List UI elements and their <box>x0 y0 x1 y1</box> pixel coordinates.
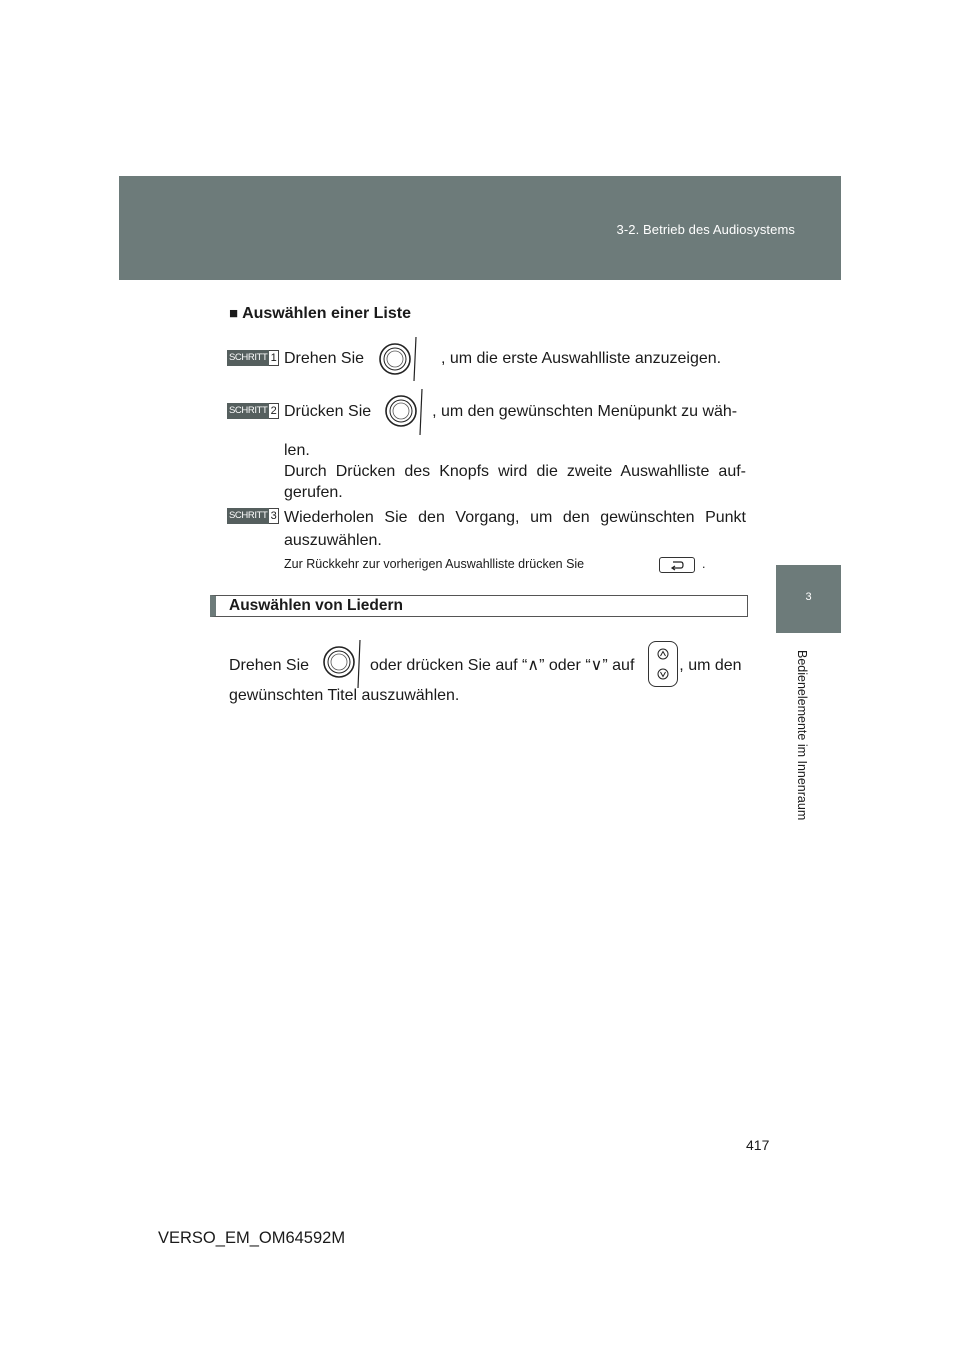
step-badge-word: SCHRITT <box>227 350 269 366</box>
tune-knob-icon <box>320 638 366 690</box>
step-badge-number: 3 <box>269 508 279 524</box>
step-2-detail-line1: Durch Drücken des Knopfs wird die zweite Auswahlliste auf- <box>284 463 746 480</box>
subsection-heading: Auswählen von Liedern <box>229 597 403 614</box>
step-1-text <box>284 350 746 368</box>
songs-part2: oder drücken Sie auf “∧” oder “∨” auf <box>369 657 635 674</box>
songs-line2: gewünschten Titel auszuwählen. <box>229 687 460 704</box>
back-button-icon <box>659 557 695 573</box>
step-2-before: Drücken Sie <box>284 403 372 420</box>
square-bullet-icon: ■ <box>229 305 239 322</box>
step-1-after: , um die erste Auswahlliste anzuzeigen. <box>440 350 722 367</box>
tune-knob-icon <box>374 335 420 385</box>
section-heading <box>229 305 411 323</box>
songs-part3: , um den <box>679 657 742 674</box>
chapter-number: 3 <box>805 591 812 603</box>
step-badge-number: 2 <box>269 403 279 419</box>
step-badge-word: SCHRITT <box>227 403 269 419</box>
tune-knob-icon <box>380 387 426 437</box>
section-header-title: 3-2. Betrieb des Audiosystems <box>616 222 795 237</box>
seek-up-down-button-icon <box>648 641 678 687</box>
document-id: VERSO_EM_OM64592M <box>158 1229 346 1247</box>
step-3-badge <box>227 508 279 524</box>
header-band <box>119 176 841 280</box>
step-3-line1: Wiederholen Sie den Vorgang, um den gewünschten Punkt <box>284 509 746 526</box>
step-2-continuation: len. <box>284 442 310 459</box>
step-badge-number: 1 <box>269 350 279 366</box>
note-end: . <box>702 557 706 571</box>
chapter-label: Bedienelemente im Innenraum <box>795 650 809 821</box>
subsection-heading-box <box>210 595 748 617</box>
step-2-badge <box>227 403 279 419</box>
step-2-detail-line2: gerufen. <box>284 484 343 501</box>
step-1-badge <box>227 350 279 366</box>
step-2-text <box>284 403 746 421</box>
step-badge-word: SCHRITT <box>227 508 269 524</box>
page-number: 417 <box>746 1137 770 1153</box>
section-title: Auswählen einer Liste <box>242 305 411 322</box>
step-1-before: Drehen Sie <box>284 350 365 367</box>
note-text: Zur Rückkehr zur vorherigen Auswahlliste drücken Sie <box>284 557 585 571</box>
step-2-after: , um den gewünschten Menüpunkt zu wäh- <box>432 403 738 420</box>
step-3-line2: auszuwählen. <box>284 532 382 549</box>
songs-part1: Drehen Sie <box>229 657 310 674</box>
chapter-tab <box>776 565 841 633</box>
